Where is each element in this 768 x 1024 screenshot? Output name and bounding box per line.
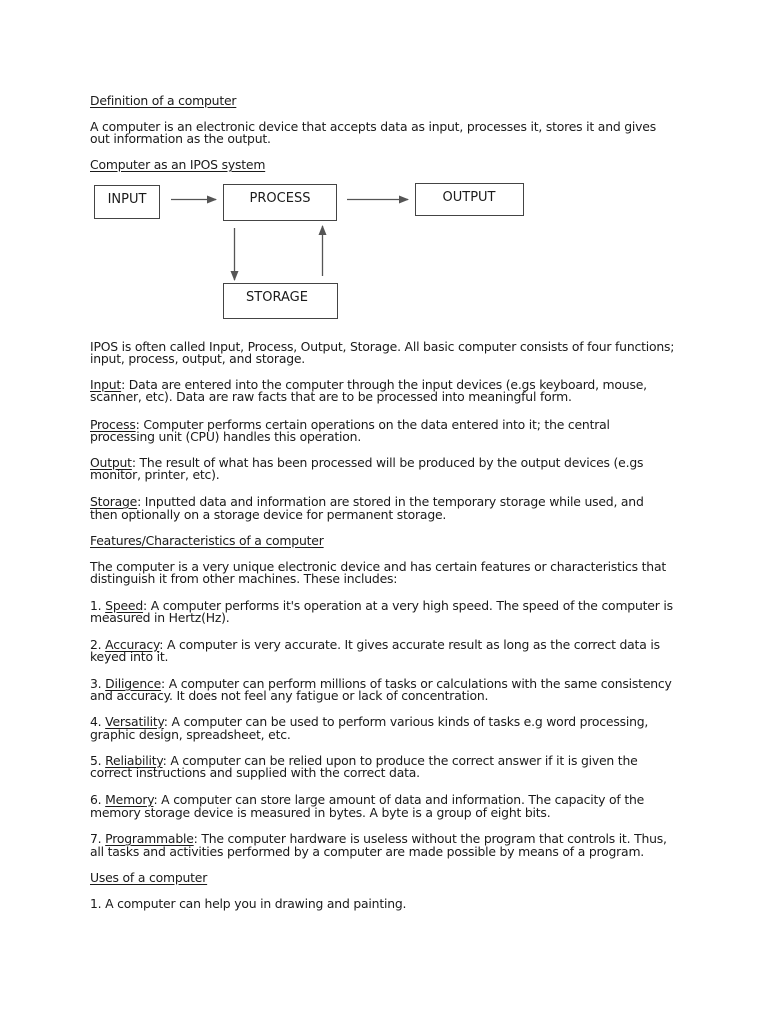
ipos-line-1: IPOS is often called Input, Process, Output, Storage. All basic computer consists of four functions; [90,339,675,354]
storage-term: Storage [90,494,138,509]
heading-uses: Uses of a computer [90,870,208,885]
input-box [95,186,160,219]
feature-1-term: Speed [105,598,144,613]
output-box-label: OUTPUT [442,190,496,205]
storage-box-label: STORAGE [246,290,308,305]
features-intro-line-1: The computer is a very unique electronic device and has certain features or characteristics that [90,559,666,574]
definition-line-1: A computer is an electronic device that accepts data as input, processes it, stores it and gives [90,119,656,134]
feature-5-line-1: 5. Reliability: A computer can be relied upon to produce the correct answer if it is given the [90,753,638,768]
feature-2-line-1: 2. Accuracy: A computer is very accurate. It gives accurate result as long as the correct data is [90,637,660,652]
feature-5-term: Reliability [105,753,163,768]
feature-2-line-2: keyed into it. [90,649,169,664]
feature-2-term: Accuracy [105,637,160,652]
process-box-label: PROCESS [249,191,311,206]
process-box [224,185,337,221]
input-para-line-2: scanner, etc). Data are raw facts that are to be processed into meaningful form. [90,389,572,404]
output-para-line-2: monitor, printer, etc). [90,467,220,482]
ipos-diagram [0,0,768,330]
input-term: Input [90,377,122,392]
feature-4-line-1: 4. Versatility: A computer can be used to perform various kinds of tasks e.g word processing, [90,714,649,729]
feature-3-line-1: 3. Diligence: A computer can perform millions of tasks or calculations with the same consistency [90,676,672,691]
feature-3-line-2: and accuracy. It does not feel any fatigue or lack of concentration. [90,688,489,703]
feature-6-line-2: memory storage device is measured in bytes. A byte is a group of eight bits. [90,805,551,820]
feature-6-term: Memory [105,792,154,807]
output-para-line-1: Output: The result of what has been processed will be produced by the output devices (e.gs [90,455,644,470]
output-term: Output [90,455,132,470]
feature-7-line-1: 7. Programmable: The computer hardware is useless without the program that controls it. Thus, [90,831,667,846]
ipos-line-2: input, process, output, and storage. [90,351,306,366]
heading-features: Features/Characteristics of a computer [90,533,324,548]
storage-box [224,284,338,319]
storage-para-line-1: Storage: Inputted data and information are stored in the temporary storage while used, and [90,494,644,509]
uses-item-1: 1. A computer can help you in drawing and painting. [90,896,407,911]
heading-ipos: Computer as an IPOS system [90,157,266,172]
features-intro-line-2: distinguish it from other machines. These includes: [90,571,398,586]
feature-5-line-2: correct instructions and supplied with the correct data. [90,765,420,780]
feature-6-line-1: 6. Memory: A computer can store large amount of data and information. The capacity of the [90,792,645,807]
process-para-line-2: processing unit (CPU) handles this operation. [90,429,362,444]
feature-7-line-2: all tasks and activities performed by a computer are made possible by means of a program. [90,844,645,859]
process-term: Process [90,417,136,432]
feature-1-line-2: measured in Hertz(Hz). [90,610,230,625]
feature-7-term: Programmable [105,831,194,846]
feature-3-term: Diligence [105,676,162,691]
feature-4-term: Versatility [105,714,164,729]
feature-4-line-2: graphic design, spreadsheet, etc. [90,727,291,742]
definition-line-2: out information as the output. [90,131,271,146]
storage-para-line-2: then optionally on a storage device for permanent storage. [90,507,447,522]
input-para-line-1: Input: Data are entered into the computer through the input devices (e.gs keyboard, mouse, [90,377,647,392]
feature-1-line-1: 1. Speed: A computer performs it's operation at a very high speed. The speed of the computer is [90,598,673,613]
process-para-line-1: Process: Computer performs certain operations on the data entered into it; the central [90,417,610,432]
output-box [416,184,524,216]
input-box-label: INPUT [107,192,147,207]
heading-definition: Definition of a computer [90,93,237,108]
